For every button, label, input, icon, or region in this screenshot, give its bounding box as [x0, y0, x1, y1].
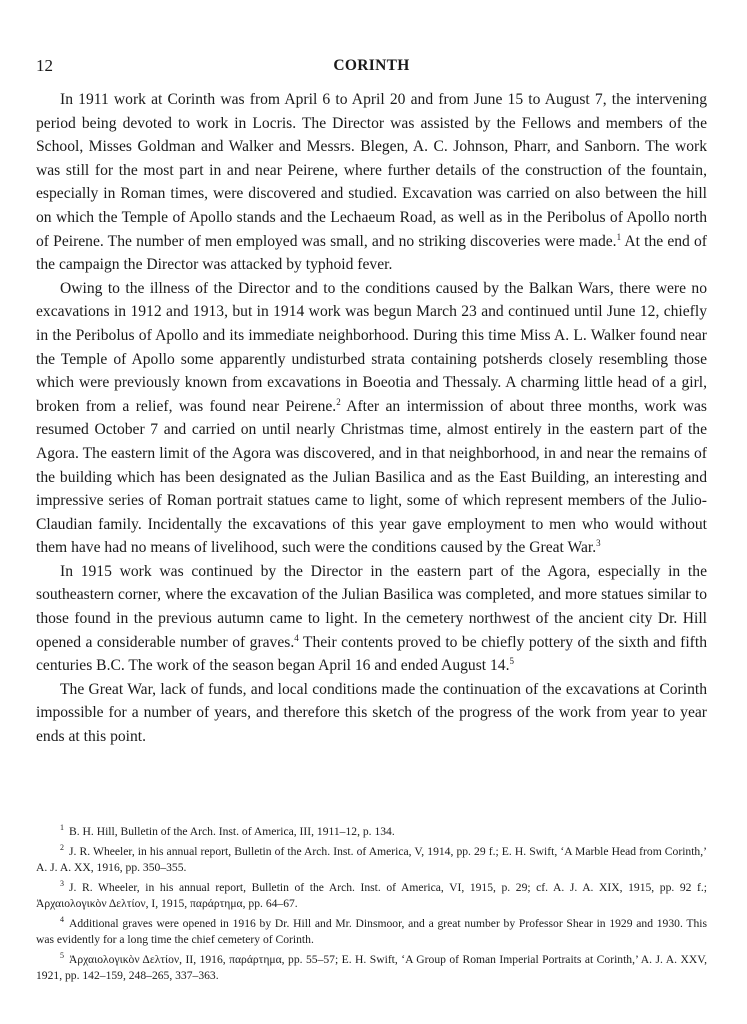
footnote [36, 844, 707, 877]
paragraph-text: In 1915 work was continued by the Director in the eastern part of the Agora, especially in the southeastern corner, where the excavation of the Julian Basilica was completed, and more statues similar to those found in the previous autumn came to light. In the cemetery northwest of the ancient city Dr. Hill opened a considerable number of graves. [36, 562, 707, 651]
page-header [36, 56, 707, 80]
footnote-text: B. H. Hill, Bulletin of the Arch. Inst. of America, III, 1911–12, p. 134. [69, 825, 395, 838]
page-number: 12 [36, 56, 53, 75]
footnote-reference: 2 [336, 396, 341, 407]
paragraph-text: At the end of the campaign the Director was attacked by typhoid fever. [36, 232, 707, 274]
footnote [36, 916, 707, 949]
footnote-text: J. R. Wheeler, in his annual report, Bulletin of the Arch. Inst. of America, V, 1914, pp. 29 f.; E. H. Swift, ‘A Marble Head from Corinth,’ A. J. A. XX, 1916, pp. 350–355. [36, 844, 707, 874]
footnote-text: Ἀρχαιολογικὸν Δελτίον, II, 1916, παράρτημα, pp. 55–57; E. H. Swift, ‘A Group of Roman Imperial Portraits at Corinth,’ A. J. A. XXV, 1921, pp. 142–159, 248–265, 337–363. [36, 952, 707, 982]
footnotes [36, 824, 707, 988]
paragraph [36, 678, 707, 749]
paragraph-text: After an intermission of about three months, work was resumed October 7 and carried on until nearly Christmas time, almost entirely in the eastern part of the Agora. The eastern limit of the Agora was discovered, and in that neighborhood, in and near the remains of the building which has been designated as the Julian Basilica and as the East Building, an interesting and impressive series of Roman portrait statues came to light, some of which represent members of the Julio-Claudian family. Incidentally the excavations of this year gave employment to men who would without them have had no means of livelihood, such were the conditions caused by the Great War. [36, 397, 707, 557]
footnote-reference: 4 [294, 632, 299, 643]
footnote-number: 4 [60, 914, 64, 924]
footnote-number: 3 [60, 878, 64, 888]
body-text [36, 88, 707, 749]
footnote-text: J. R. Wheeler, in his annual report, Bulletin of the Arch. Inst. of America, VI, 1915, p. 29; cf. A. J. A. XIX, 1915, pp. 92 f.; Ἀρχαιολογικὸν Δελτίον, I, 1915, παράρτημα, pp. 64–67. [36, 880, 707, 910]
paragraph [36, 560, 707, 678]
paragraph-text: Owing to the illness of the Director and to the conditions caused by the Balkan Wars, there were no excavations in 1912 and 1913, but in 1914 work was begun March 23 and continued until June 12, chiefly in the Peribolus of Apollo and its immediate neighborhood. During this time Miss A. L. Walker found near the Temple of Apollo some apparently undisturbed strata containing potsherds closely resembling those which were previously known from excavations in Boeotia and Thessaly. A charming little head of a girl, broken from a relief, was found near Peirene. [36, 279, 707, 415]
paragraph-text: The Great War, lack of funds, and local conditions made the continuation of the excavations at Corinth impossible for a number of years, and therefore this sketch of the progress of the work from year to year ends at this point. [36, 680, 707, 746]
footnote [36, 824, 707, 841]
paragraph [36, 277, 707, 560]
footnote-number: 5 [60, 950, 64, 960]
running-head: CORINTH [333, 57, 410, 74]
footnote-reference: 3 [596, 538, 601, 549]
footnote-text: Additional graves were opened in 1916 by Dr. Hill and Mr. Dinsmoor, and a great number by Professor Shear in 1929 and 1930. This was evidently for a long time the chief cemetery of Corinth. [36, 916, 707, 946]
footnote-number: 1 [60, 823, 64, 833]
paragraph-text: In 1911 work at Corinth was from April 6 to April 20 and from June 15 to August 7, the intervening period being devoted to work in Locris. The Director was assisted by the Fellows and members of the School, Misses Goldman and Walker and Messrs. Blegen, A. C. Johnson, Pharr, and Sanborn. The work was still for the most part in and near Peirene, where further details of the construction of the fountain, especially in Roman times, were discovered and studied. Excavation was carried on also between the hill on which the Temple of Apollo stands and the Lechaeum Road, as well as in the Peribolus of Apollo north of Peirene. The number of men employed was small, and no striking discoveries were made. [36, 91, 707, 250]
footnote-reference: 1 [616, 231, 622, 242]
footnote-number: 2 [60, 842, 64, 852]
paragraph-text: Their contents proved to be chiefly pottery of the sixth and fifth centuries B.C. The work of the season began April 16 and ended August 14. [36, 633, 707, 675]
footnote [36, 952, 707, 985]
footnote-reference: 5 [509, 656, 514, 667]
footnote [36, 880, 707, 913]
paragraph [36, 88, 707, 277]
